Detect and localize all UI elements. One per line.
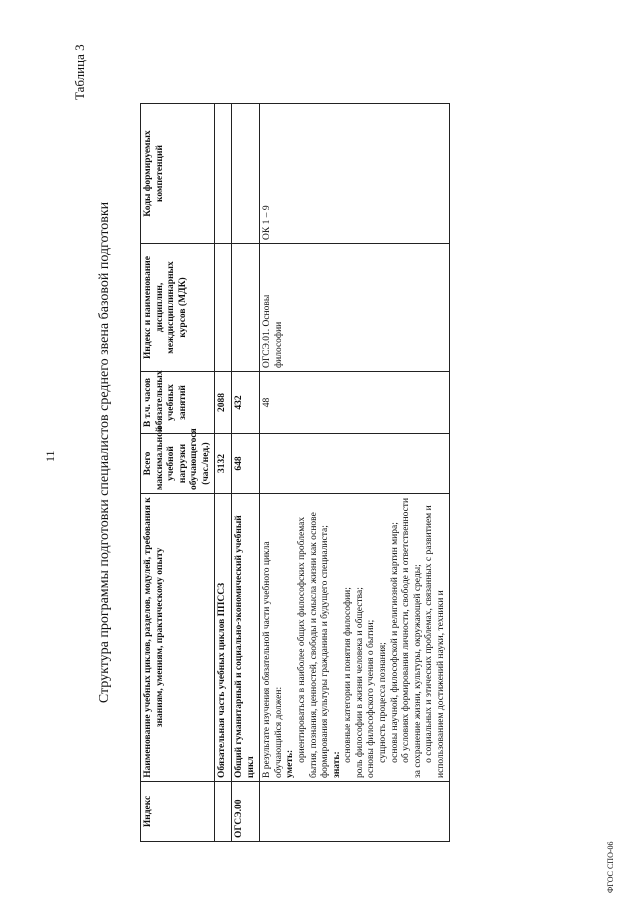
cell-competence-codes: ОК 1 – 9	[260, 104, 450, 244]
znat-item: роль философии в жизни человека и общества;	[354, 587, 365, 778]
header-index: Индекс	[141, 782, 215, 842]
header-competence-codes: Коды формируемых компетенций	[141, 104, 215, 244]
cell-discipline-name: ОГСЭ.01. Основы философии	[260, 244, 450, 372]
table-header-row	[141, 104, 215, 842]
cell-mandatory-req: 2088	[215, 372, 232, 434]
header-required-hours: В т.ч. часов обязательных учебных занятий	[141, 372, 215, 434]
znat-item: основы философского учения о бытии;	[366, 619, 377, 778]
cell-cycle-req: 432	[232, 372, 260, 434]
umet-label: уметь:	[285, 749, 296, 778]
header-name: Наименование учебных циклов, разделов, модулей, требования к знаниям, умениям, практическому опыту	[141, 494, 215, 782]
cell-cycle-name: Общий гуманитарный и социально-экономический учебный цикл	[232, 494, 260, 782]
cell-empty	[232, 104, 260, 244]
znat-item: основы научной, философской и религиозной картин мира;	[389, 522, 400, 763]
cell-mandatory-max: 3132	[215, 434, 232, 494]
znat-item: сущность процесса познания;	[377, 642, 388, 763]
table-row-mandatory	[215, 104, 232, 842]
znat-item: о социальных и этических проблемах, связанных с развитием и использованием достижений науки, техники и	[424, 505, 446, 778]
umet-item: ориентироваться в наиболее общих философских проблемах бытия, познания, ценностей, свободы и смысла жизни как основе формирования культуры гражданина и будущего специалиста;	[296, 512, 331, 778]
znat-label: знать:	[331, 751, 342, 778]
cell-empty	[215, 104, 232, 244]
table-row-cycle	[232, 104, 260, 842]
table-label: Таблица 3	[72, 44, 87, 100]
header-max-load: Всего максимальной учебной нагрузки обучающегося (час./нед.)	[141, 434, 215, 494]
znat-item: основные категории и понятия философии;	[343, 587, 354, 763]
cell-requirements	[260, 494, 450, 782]
cell-empty	[232, 244, 260, 372]
znat-item: об условиях формирования личности, свободе и ответственности за сохранение жизни, культуры, окружающей среды;	[401, 497, 423, 778]
document-title: Структура программы подготовки специалистов среднего звена базовой подготовки	[97, 201, 112, 704]
cell-empty	[215, 244, 232, 372]
header-discipline: Индекс и наименование дисциплин, междисциплинарных курсов (МДК)	[141, 244, 215, 372]
page-number: 11	[43, 450, 57, 462]
cell-cycle-max: 648	[232, 434, 260, 494]
cell-empty	[215, 782, 232, 842]
program-structure-table	[140, 103, 450, 842]
cell-mandatory-name: Обязательная часть учебных циклов ППССЗ	[215, 494, 232, 782]
cell-empty	[260, 434, 450, 494]
table-row-discipline	[260, 104, 450, 842]
footer-label: ФГОС СПО-06	[606, 841, 615, 893]
cell-empty	[260, 782, 450, 842]
cell-discipline-req: 48	[260, 372, 450, 434]
cell-cycle-index: ОГСЭ.00	[232, 782, 260, 842]
requirements-intro: В результате изучения обязательной части учебного цикла обучающийся должен:	[262, 541, 284, 778]
